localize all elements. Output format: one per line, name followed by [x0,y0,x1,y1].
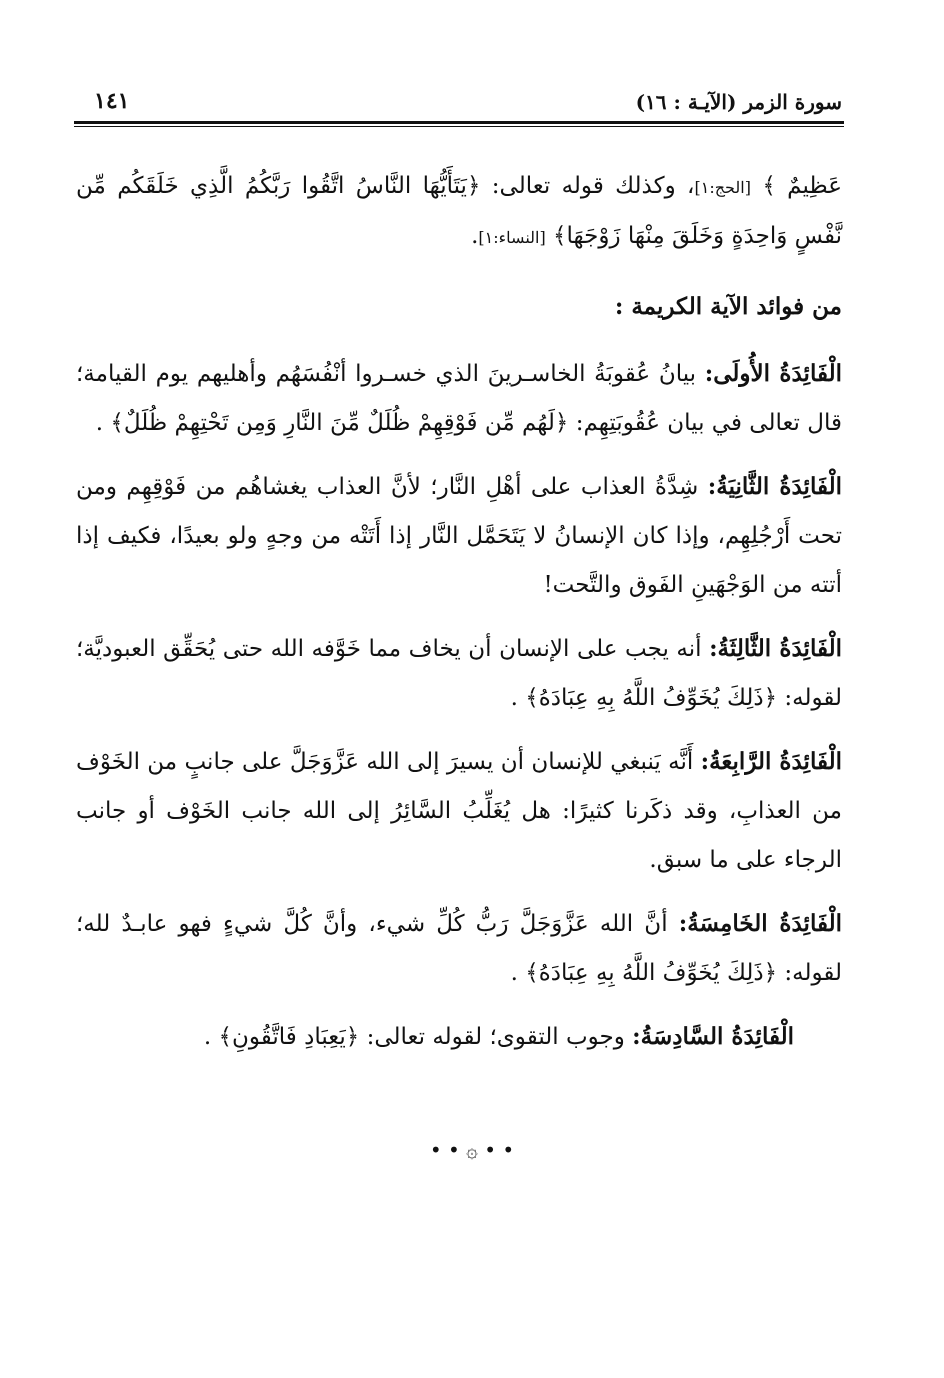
intro-verse: يَتَأَيُّهَا النَّاسُ اتَّقُوا رَبَّكُمُ الَّذِي خَلَقَكُم مِّن نَّفْسٍ وَاحِدَةٍ وَخَلَقَ مِنْهَا زَوْجَهَا [76,173,842,249]
benefit-6 [76,1012,842,1062]
benefit-5-label: الْفَائِدَةُ الخَامِسَةُ: [678,910,842,937]
benefit-2-label: الْفَائِدَةُ الثَّانِيَةُ: [707,473,842,500]
intro-text-2: ، وكذلك قوله تعالى: [480,173,695,199]
quran-bracket-close [110,410,123,436]
benefit-3-label: الْفَائِدَةُ الثَّالِثَةُ: [709,635,842,662]
benefit-2 [76,462,842,610]
benefit-4 [76,737,842,885]
benefit-6-text: وجوب التقوى؛ لقوله تعالى: [359,1024,633,1050]
benefit-6-label: الْفَائِدَةُ السَّادِسَةُ: [632,1023,794,1050]
page-body [76,162,842,1076]
benefit-6-verse: يَعِبَادِ فَاتَّقُونِ [231,1024,346,1050]
benefit-1 [76,349,842,448]
benefit-3-after: . [510,685,526,711]
benefit-5-after: . [510,960,526,986]
header-rule-thick [74,121,844,124]
quran-bracket-open [555,410,568,436]
header-rule-thin [74,126,844,127]
ornament-divider: • • ۞ • • [429,1138,515,1162]
intro-ref-1: [الحج:١] [694,178,751,197]
benefit-1-after: . [95,410,111,436]
benefit-1-label: الْفَائِدَةُ الأُولَى: [704,360,842,387]
quran-bracket-open [764,685,777,711]
intro-text-1: عَظِيمٌ [775,173,842,199]
quran-bracket-close [218,1024,231,1050]
intro-paragraph [76,162,842,262]
intro-end: . [471,223,479,249]
quran-bracket-open [764,960,777,986]
quran-bracket-open [467,173,480,199]
page-header [76,84,842,120]
benefit-3 [76,624,842,723]
benefit-6-after: . [203,1024,219,1050]
benefit-3-verse: ذَلِكَ يُخَوِّفُ اللَّهُ بِهِ عِبَادَهُ [538,685,764,711]
benefit-5 [76,899,842,998]
benefit-5-verse: ذَلِكَ يُخَوِّفُ اللَّهُ بِهِ عِبَادَهُ [538,960,764,986]
quran-bracket-close [525,685,538,711]
benefit-1-text: بيانُ عُقوبَةُ الخاسـرينَ الذي خسـروا أنْفُسَهُم وأهليهم يوم القيامة؛ قال تعالى في بيان عُقُوبَتِهِم: [76,361,842,436]
benefit-2-text: شِدَّةُ العذاب على أهْلِ النَّار؛ لأنَّ العذاب يغشاهُم من فَوْقِهِم ومن تحت أَرْجُلِهِم، وإذا كان الإنسانُ لا يَتَحَمَّل النَّار إذا أَتَتْه من وجهٍ ولو بعيدًا، فكيف إذا أتته من الوَجْهَينِ الفَوق والتَّحت! [76,474,842,598]
page-number: ١٤١ [94,88,130,114]
quran-bracket-open [346,1024,359,1050]
section-heading: من فوائد الآية الكريمة : [614,293,842,320]
benefit-4-text: أَنَّه يَنبغي للإنسان أن يسيرَ إلى الله عَزَّوَجَلَّ على جانبٍ من الخَوْف من العذابِ، وقد ذكَرنا كثيرًا: هل يُغَلِّبُ السَّائِرُ إلى الله جانب الخَوْف أو جانب الرجاء على ما سبق. [76,749,842,873]
intro-ref-2: [النساء:١] [478,228,546,247]
benefit-1-verse: لَهُم مِّن فَوْقِهِمْ ظُلَلٌ مِّنَ النَّارِ وَمِن تَحْتِهِمْ ظُلَلٌ [123,410,555,436]
quran-bracket-close [525,960,538,986]
quran-bracket-close [553,223,566,249]
quran-bracket-close [762,173,775,199]
benefit-5-text: أنَّ الله عَزَّوَجَلَّ رَبُّ كُلِّ شيء، وأنَّ كُلَّ شيءٍ فهو عابـدٌ لله؛ لقوله: [76,911,842,986]
benefit-3-text: أنه يجب على الإنسان أن يخاف مما خَوَّفه الله حتى يُحَقِّق العبوديَّة؛ لقوله: [76,636,842,711]
benefit-4-label: الْفَائِدَةُ الرَّابِعَةُ: [700,748,842,775]
surah-title: سورة الزمر (الآيـة : ١٦) [635,90,842,114]
